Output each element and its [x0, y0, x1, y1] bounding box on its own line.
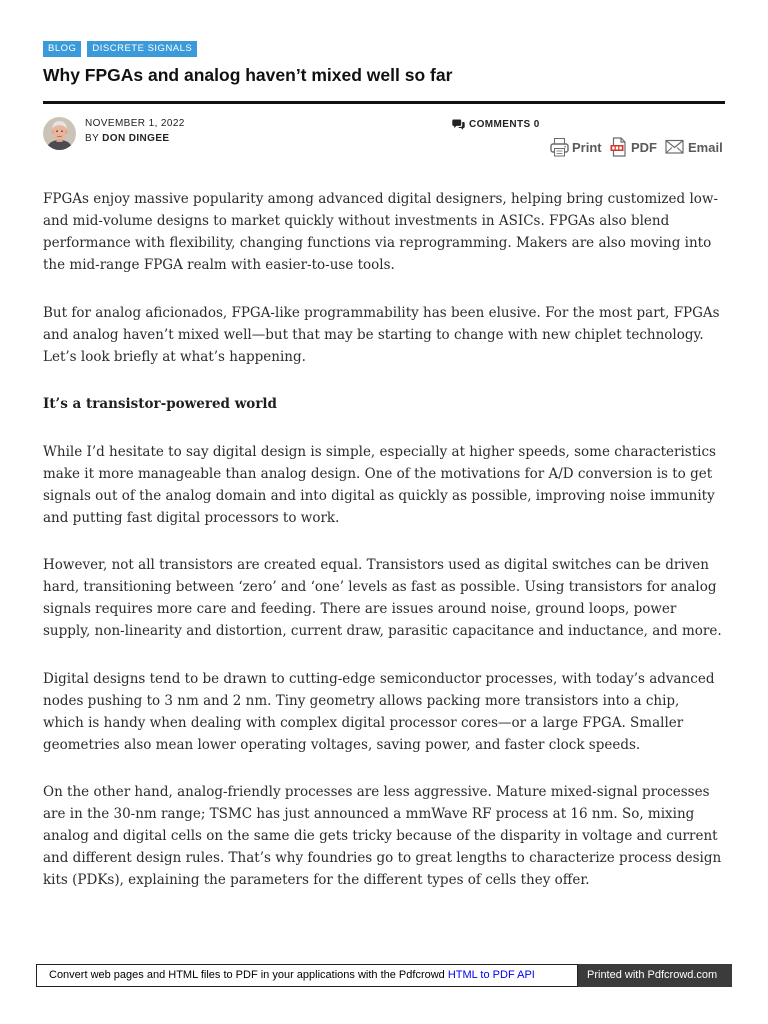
title-divider [43, 101, 725, 104]
author-link[interactable]: DON DINGEE [102, 133, 170, 144]
comments-count: 0 [533, 118, 540, 130]
post-date: NOVEMBER 1, 2022 [85, 118, 185, 129]
print-label: Print [572, 139, 602, 155]
paragraph: While I’d hesitate to say digital design is simple, especially at higher speeds, some characteristics make it more manageable than analog design. One of the motivations for A/D conversion is to get signals out of the analog domain and into digital as quickly as possible, improving noise immunity and putting fast digital processors to work. [43, 443, 716, 526]
category-tag-blog[interactable]: BLOG [43, 41, 81, 57]
comments-icon [452, 119, 465, 130]
section-heading: It’s a transistor-powered world [43, 396, 277, 412]
printed-with-pdfcrowd-badge[interactable]: Printed with Pdfcrowd.com [578, 964, 732, 987]
byline [85, 132, 170, 146]
paragraph: FPGAs enjoy massive popularity among advanced digital designers, helping bring customized low- and mid-volume designs to market quickly without investments in ASICs. FPGAs also blend performance with flexibility, changing functions via reprogramming. Makers are also moving into the mid-range FPGA realm with easier-to-use tools. [43, 191, 719, 273]
comments-link[interactable] [452, 117, 540, 131]
email-button[interactable] [665, 137, 723, 157]
category-tag-discrete-signals[interactable]: DISCRETE SIGNALS [87, 41, 197, 57]
pdfcrowd-banner-text: Convert web pages and HTML files to PDF in your applications with the Pdfcrowd [49, 969, 445, 981]
pdf-button[interactable] [610, 137, 657, 157]
email-label: Email [688, 139, 723, 155]
printer-icon [550, 137, 569, 157]
html-to-pdf-api-link[interactable]: HTML to PDF API [447, 969, 535, 981]
byline-prefix: BY [85, 133, 99, 144]
pdfcrowd-banner [36, 964, 578, 987]
print-button[interactable] [550, 137, 602, 157]
envelope-icon [665, 137, 684, 157]
post-title: Why FPGAs and analog haven’t mixed well so far [43, 65, 453, 85]
author-avatar [43, 117, 76, 150]
article-body [43, 188, 723, 917]
paragraph: On the other hand, analog-friendly processes are less aggressive. Mature mixed-signal processes are in the 30-nm range; TSMC has just announced a mmWave RF process at 16 nm. So, mixing analog and digital cells on the same die gets tricky because of the disparity in voltage and current and different design rules. That’s why foundries go to great lengths to characterize process design kits (PDKs), explaining the parameters for the different types of cells they offer. [43, 784, 722, 888]
comments-label: COMMENTS [469, 118, 531, 130]
paragraph: But for analog aficionados, FPGA-like programmability has been elusive. For the most part, FPGAs and analog haven’t mixed well—but that may be starting to change with new chiplet technology. Let’s look briefly at what’s happening. [43, 304, 720, 365]
pdf-label: PDF [631, 139, 657, 155]
comments-text [469, 119, 540, 130]
pdf-icon [610, 137, 628, 157]
paragraph: However, not all transistors are created equal. Transistors used as digital switches can be driven hard, transitioning between ‘zero’ and ‘one’ levels as fast as possible. Using transistors for analog signals requires more care and feeding. There are issues around noise, ground loops, power supply, non-linearity and distortion, current draw, parasitic capacitance and inductance, and more. [43, 557, 722, 639]
paragraph: Digital designs tend to be drawn to cutting-edge semiconductor processes, with today’s advanced nodes pushing to 3 nm and 2 nm. Tiny geometry allows packing more transistors into a chip, which is handy when dealing with complex digital processor cores—or a large FPGA. Smaller geometries also mean lower operating voltages, saving power, and faster clock speeds. [43, 670, 715, 753]
category-tags [43, 41, 197, 57]
